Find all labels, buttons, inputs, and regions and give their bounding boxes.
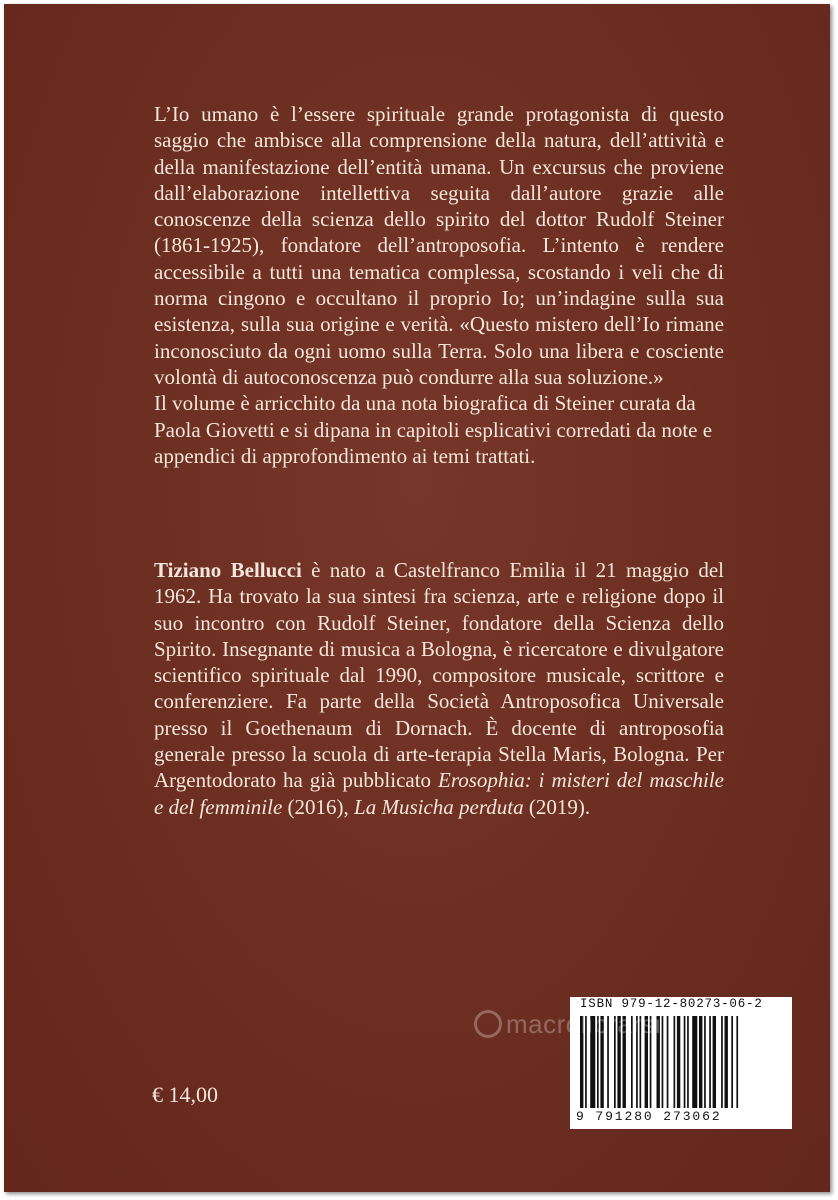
barcode-bar — [684, 1016, 686, 1108]
watermark-logo-icon — [474, 1010, 502, 1038]
barcode-bar — [725, 1016, 728, 1108]
author-bio-block — [154, 557, 724, 820]
book-back-cover — [4, 4, 830, 1192]
barcode-bar — [699, 1016, 702, 1108]
watermark-text: macrolibrarsi — [506, 1009, 662, 1039]
barcode-bar — [721, 1016, 723, 1108]
isbn-number: ISBN 979-12-80273-06-2 — [580, 997, 763, 1011]
barcode-bar — [662, 1016, 664, 1108]
barcode-bar — [677, 1016, 680, 1108]
author-bio-text: è nato a Castelfranco Emilia il 21 maggio del 1962. Ha trovato la sua sintesi fra scienza, arte e religione dopo il suo incontro con Rudolf Steiner, fondatore della Scienza dello Spirito. Insegnante di musica a Bologna, è ricercatore e divulgatore scientifico spirituale dal 1990, compositore musicale, scrittore e conferenziere. Fa parte della Società Antroposofica Universale presso il Goethenaum di Dornach. È docente di antroposofia generale presso la scuola di arte-terapia Stella Maris, Bologna. Per Argentodorato ha già pubblicato — [154, 558, 724, 793]
author-bio-paragraph — [154, 557, 724, 820]
book-title-erosophia: Erosophia: i misteri del maschile e del femminile — [154, 768, 724, 819]
barcode-bar — [709, 1016, 711, 1108]
watermark — [474, 1009, 661, 1040]
barcode-bar — [713, 1016, 716, 1108]
barcode-bar — [731, 1016, 733, 1108]
barcode-bar — [704, 1016, 706, 1108]
price-label: € 14,00 — [152, 1082, 218, 1107]
book-year-2: (2019). — [523, 794, 591, 819]
book-year-1: (2016), — [282, 794, 355, 819]
book-title-musicha: La Musicha perduta — [354, 794, 524, 819]
barcode-bar — [736, 1016, 738, 1108]
barcode-bar — [667, 1016, 669, 1108]
barcode-bar — [687, 1016, 689, 1108]
barcode-bar — [674, 1016, 676, 1108]
ean-number: 9 791280 273062 — [576, 1109, 722, 1124]
author-name: Tiziano Bellucci — [154, 558, 302, 582]
blurb-text-block — [154, 101, 724, 469]
barcode-bar — [692, 1016, 697, 1108]
blurb-paragraph-secondary: Il volume è arricchito da una nota biografica di Steiner curata da Paola Giovetti e si dipana in capitoli esplicativi corredati da note e appendici di approfondimento ai temi trattati. — [154, 391, 713, 468]
blurb-paragraph: L’Io umano è l’essere spirituale grande protagonista di questo saggio che ambisce alla comprensione della natura, dell’attività e della manifestazione dell’entità umana. Un excursus che proviene dall’elaborazione intellettiva seguita dall’autore grazie alle conoscenze della scienza dello spirito del dottor Rudolf Steiner (1861-1925), fondatore dell’antroposofia. L’intento è rendere accessibile a tutti una tematica complessa, scostando i veli che di norma cingono e occultano il proprio Io; un’indagine sulla sua esistenza, sulla sua origine e verità. «Questo mistero dell’Io rimane inconosciuto da ogni uomo sulla Terra. Solo una libera e cosciente volontà di autoconoscenza può condurre alla sua soluzione.» — [154, 102, 724, 389]
